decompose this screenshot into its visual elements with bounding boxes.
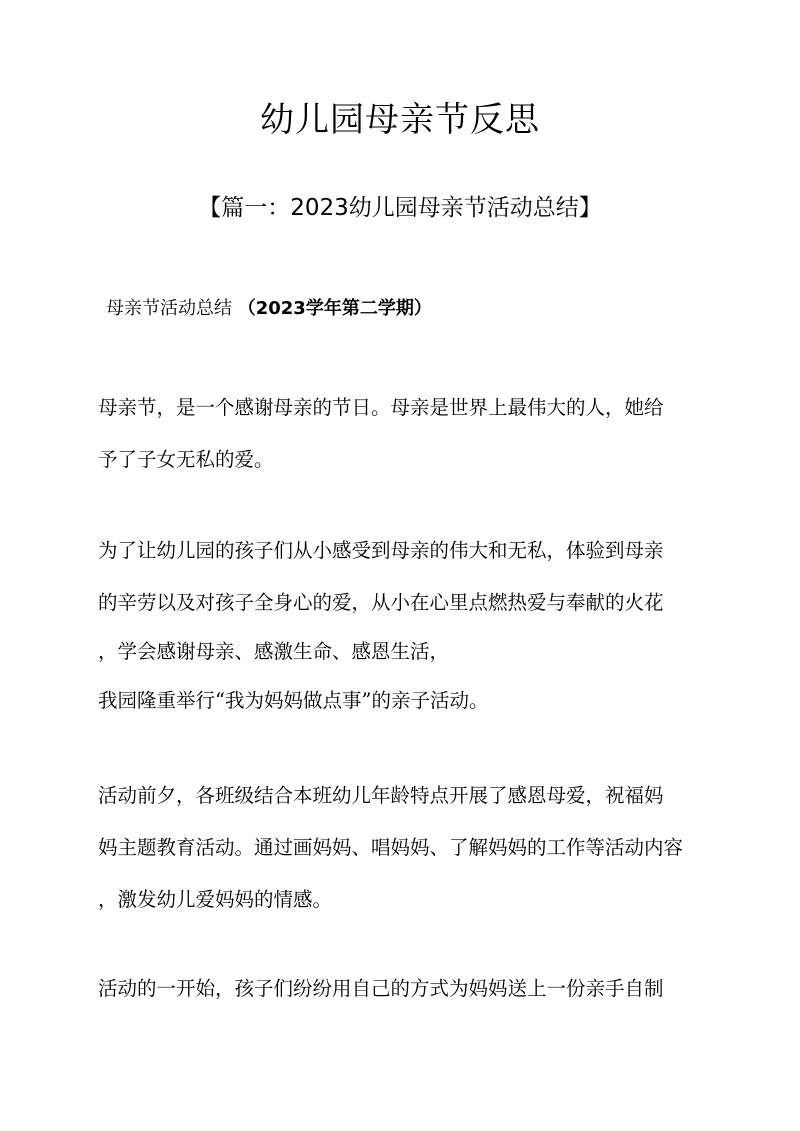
paragraph-line: 予了子女无私的爱。 — [98, 448, 274, 471]
document-title: 幼儿园母亲节反思 — [260, 100, 540, 140]
paragraph-line: ，学会感谢母亲、感激生命、感恩生活， — [98, 640, 450, 663]
paragraph-4 — [98, 963, 738, 1015]
section-heading-term: （2023学年第二学期） — [237, 298, 432, 319]
paragraph-line: 的辛劳以及对孩子全身心的爱，从小在心里点燃热爱与奉献的火花 — [98, 591, 664, 614]
paragraph-1 — [98, 382, 738, 486]
paragraph-line: 妈主题教育活动。通过画妈妈、唱妈妈、了解妈妈的工作等活动内容 — [98, 836, 684, 859]
paragraph-line: ，激发幼儿爱妈妈的情感。 — [98, 888, 333, 911]
paragraph-2 — [98, 525, 738, 727]
document-subtitle: 【篇一：2023幼儿园母亲节活动总结】 — [198, 195, 602, 221]
paragraph-line: 活动前夕，各班级结合本班幼儿年龄特点开展了感恩母爱，祝福妈 — [98, 784, 664, 807]
paragraph-line: 活动的一开始，孩子们纷纷用自己的方式为妈妈送上一份亲手自制 — [98, 977, 664, 1000]
paragraph-3 — [98, 770, 738, 926]
section-heading — [106, 294, 432, 324]
paragraph-line: 为了让幼儿园的孩子们从小感受到母亲的伟大和无私，体验到母亲 — [98, 539, 664, 562]
paragraph-line: 母亲节，是一个感谢母亲的节日。母亲是世界上最伟大的人，她给 — [98, 396, 664, 419]
paragraph-line: 我园隆重举行“我为妈妈做点事”的亲子活动。 — [98, 689, 489, 712]
section-heading-text: 母亲节活动总结 — [106, 298, 232, 319]
